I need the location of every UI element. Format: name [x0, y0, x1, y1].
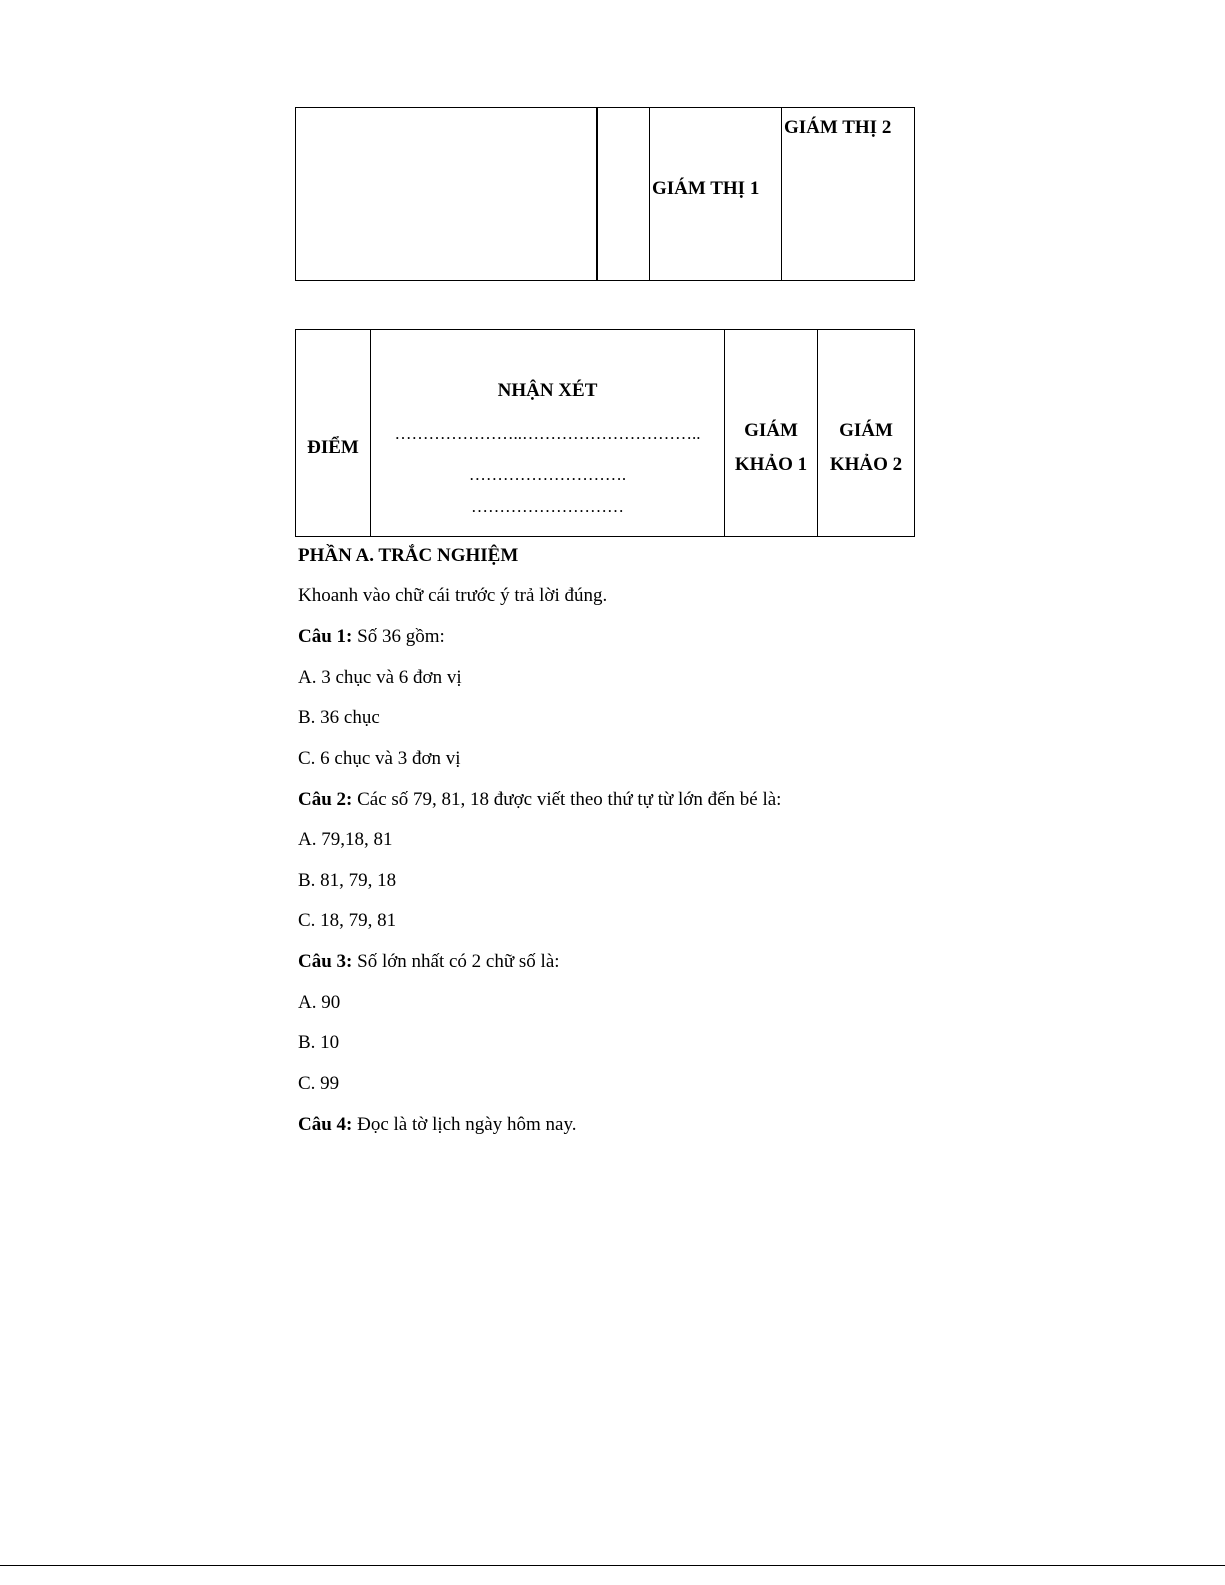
question-3: [298, 951, 560, 973]
option-3b: B. 10: [298, 1032, 340, 1053]
table-border: [295, 329, 915, 330]
table-border: [295, 280, 915, 281]
comment-dotted-line: ………………………: [471, 497, 624, 516]
question-1: [298, 626, 445, 648]
option-1a: A. 3 chục và 6 đơn vị: [298, 667, 462, 688]
option-2a: A. 79,18, 81: [298, 829, 393, 850]
question-text: Số 36 gồm:: [352, 626, 445, 647]
table-border: [914, 107, 915, 281]
score-label: ĐIỂM: [307, 437, 359, 458]
option-3c: C. 99: [298, 1073, 340, 1094]
option-2b: B. 81, 79, 18: [298, 870, 397, 891]
question-4: [298, 1114, 576, 1136]
question-2: [298, 789, 781, 811]
table-border: [295, 107, 296, 281]
option-1b: B. 36 chục: [298, 707, 380, 728]
supervisor-1-label: GIÁM THỊ 1: [652, 178, 760, 199]
table-border: [596, 107, 598, 281]
supervisor-2-label: GIÁM THỊ 2: [784, 117, 892, 138]
table-border: [649, 107, 650, 281]
comment-label: NHẬN XÉT: [497, 380, 598, 401]
question-text: Đọc là tờ lịch ngày hôm nay.: [352, 1114, 577, 1135]
option-2c: C. 18, 79, 81: [298, 910, 397, 931]
examiner-2-label: GIÁM: [839, 420, 893, 441]
table-border: [295, 329, 296, 537]
section-instruction: Khoanh vào chữ cái trước ý trả lời đúng.: [298, 585, 608, 606]
table-border: [295, 107, 915, 108]
question-label: Câu 2:: [298, 789, 353, 810]
page-divider: [0, 1565, 1225, 1566]
comment-dotted-line: ……………………….: [468, 465, 627, 484]
examiner-2-label: KHẢO 2: [829, 454, 903, 475]
question-text: Số lớn nhất có 2 chữ số là:: [352, 951, 560, 972]
examiner-1-label: KHẢO 1: [734, 454, 808, 475]
comment-dotted-line: …………………..…………………………..: [394, 424, 701, 443]
table-border: [295, 536, 915, 537]
question-label: Câu 4:: [298, 1114, 353, 1135]
examiner-1-label: GIÁM: [744, 420, 798, 441]
option-3a: A. 90: [298, 992, 341, 1013]
question-text: Các số 79, 81, 18 được viết theo thứ tự từ lớn đến bé là:: [352, 789, 782, 810]
question-label: Câu 3:: [298, 951, 353, 972]
table-border: [914, 329, 915, 537]
option-1c: C. 6 chục và 3 đơn vị: [298, 748, 461, 769]
table-border: [781, 107, 782, 281]
section-title: PHẦN A. TRẮC NGHIỆM: [298, 545, 519, 566]
question-label: Câu 1:: [298, 626, 353, 647]
